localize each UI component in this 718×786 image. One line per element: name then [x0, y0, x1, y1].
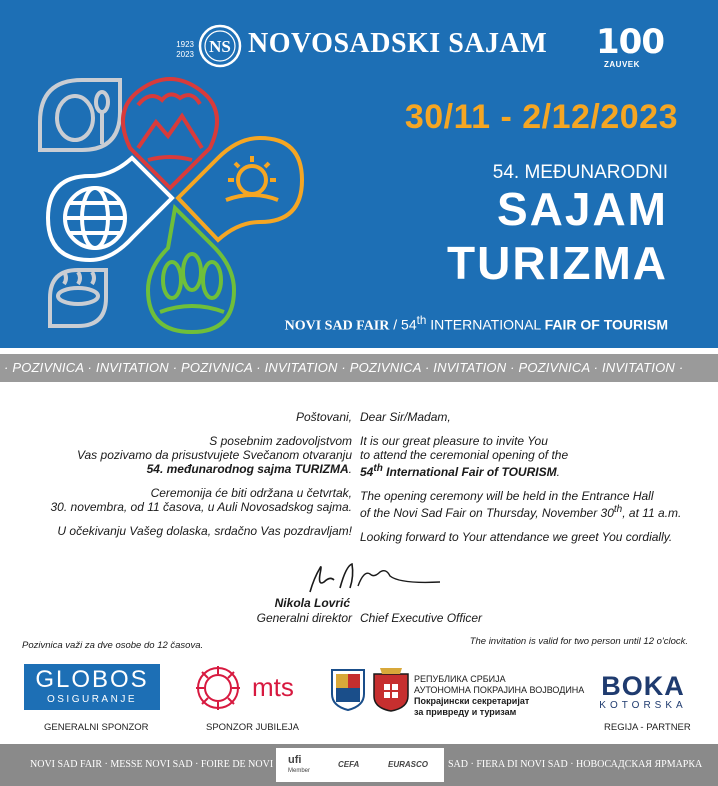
boka-caption: REGIJA - PARTNER	[604, 722, 691, 733]
brand-header	[172, 22, 702, 72]
mts-logo-icon	[194, 664, 242, 712]
paragraph-en-2: The opening ceremony will be held in the Entrance Hall of the Novi Sad Fair on Thursday, November 30th, at 11 a.m.	[360, 489, 682, 520]
brand-name: NOVOSADSKI SAJAM	[248, 28, 548, 59]
spa-icon	[50, 270, 106, 326]
novosadski-sajam-logo	[198, 24, 242, 68]
event-dates: 30/11 - 2/12/2023	[404, 98, 678, 136]
food-icon	[40, 80, 120, 150]
anniversary-word: ZAUVEK	[604, 60, 640, 69]
event-english-line: NOVI SAD FAIR / 54th INTERNATIONAL FAIR OF TOURISM	[284, 314, 668, 334]
paragraph-sr-1: S posebnim zadovoljstvom Vas pozivamo da prisustvujete Svečanom otvaranju 54. međunarodnog sajma TURIZMA.	[76, 434, 352, 476]
trees-icon	[148, 208, 234, 332]
greeting-en: Dear Sir/Madam,	[360, 410, 451, 424]
logo-letters: NS	[209, 37, 231, 56]
footer-bar	[0, 744, 718, 786]
validity-note-sr: Pozivnica važi za dve osobe do 12 časova.	[22, 640, 204, 651]
anniversary-number: 100	[596, 22, 664, 62]
handwritten-signature	[300, 558, 450, 598]
paragraph-en-3: Looking forward to Your attendance we greet You cordially.	[360, 530, 673, 544]
serbia-crest-icon	[374, 668, 408, 711]
hero-banner	[0, 0, 718, 348]
globos-logo: GLOBOS OSIGURANJE	[24, 664, 160, 710]
validity-note-en: The invitation is valid for two person until 12 o'clock.	[469, 636, 688, 647]
invitation-band: · POZIVNICA · INVITATION · POZIVNICA · INVITATION · POZIVNICA · INVITATION · POZIVNICA · INVITATION ·	[0, 354, 718, 382]
government-text: РЕПУБЛИКА СРБИЈА АУТОНОМНА ПОКРАЈИНА ВОЈВОДИНА Покрајински секретаријат за привреду и туризам	[414, 674, 585, 717]
signatory-role-sr: Generalni direktor	[256, 611, 352, 625]
globos-caption: GENERALNI SPONZOR	[44, 722, 149, 733]
brand-years: 1923 2023	[176, 40, 194, 59]
signatory-name: Nikola Lovrić	[274, 596, 350, 610]
tourism-icon-flower	[20, 50, 320, 345]
paragraph-en-1: It is our great pleasure to invite You to attend the ceremonial opening of the 54th International Fair of TOURISM.	[360, 434, 569, 479]
ufi-member-label: Member	[288, 768, 311, 774]
vojvodina-crest-icon	[332, 670, 364, 710]
mts-caption: SPONZOR JUBILEJA	[206, 722, 299, 733]
mts-logo-text: mts	[252, 672, 294, 702]
government-crests	[328, 664, 412, 712]
boka-logo: BOKA KOTORSKA	[599, 671, 687, 711]
paragraph-sr-3: U očekivanju Vašeg dolaska, srdačno Vas pozdravljam!	[57, 524, 352, 538]
signatory-role-en: Chief Executive Officer	[360, 611, 483, 625]
greeting-sr: Poštovani,	[295, 410, 352, 424]
letter-english	[360, 410, 710, 554]
event-subtitle: 54. MEĐUNARODNI	[492, 162, 668, 183]
paragraph-sr-2: Ceremonija će biti održana u četvrtak, 30. novembra, od 11 časova, u Auli Novosadskog sajma.	[50, 486, 352, 514]
eurasco-logo: EURASCO	[388, 760, 429, 769]
event-title-line2: TURIZMA	[447, 237, 668, 289]
cefa-logo: CEFA	[338, 760, 360, 769]
footer-association-logos	[276, 748, 444, 782]
footer-text-left: NOVI SAD FAIR · MESSE NOVI SAD · FOIRE DE NOVI	[30, 759, 274, 770]
ufi-logo: ufi	[288, 754, 302, 766]
letter-serbian	[10, 410, 352, 548]
footer-text-right: SAD · FIERA DI NOVI SAD · НОВОСАДСКАЯ ЯРМАРКА	[448, 759, 703, 770]
event-title-line1: SAJAM	[496, 183, 668, 235]
sun-icon	[178, 138, 302, 240]
